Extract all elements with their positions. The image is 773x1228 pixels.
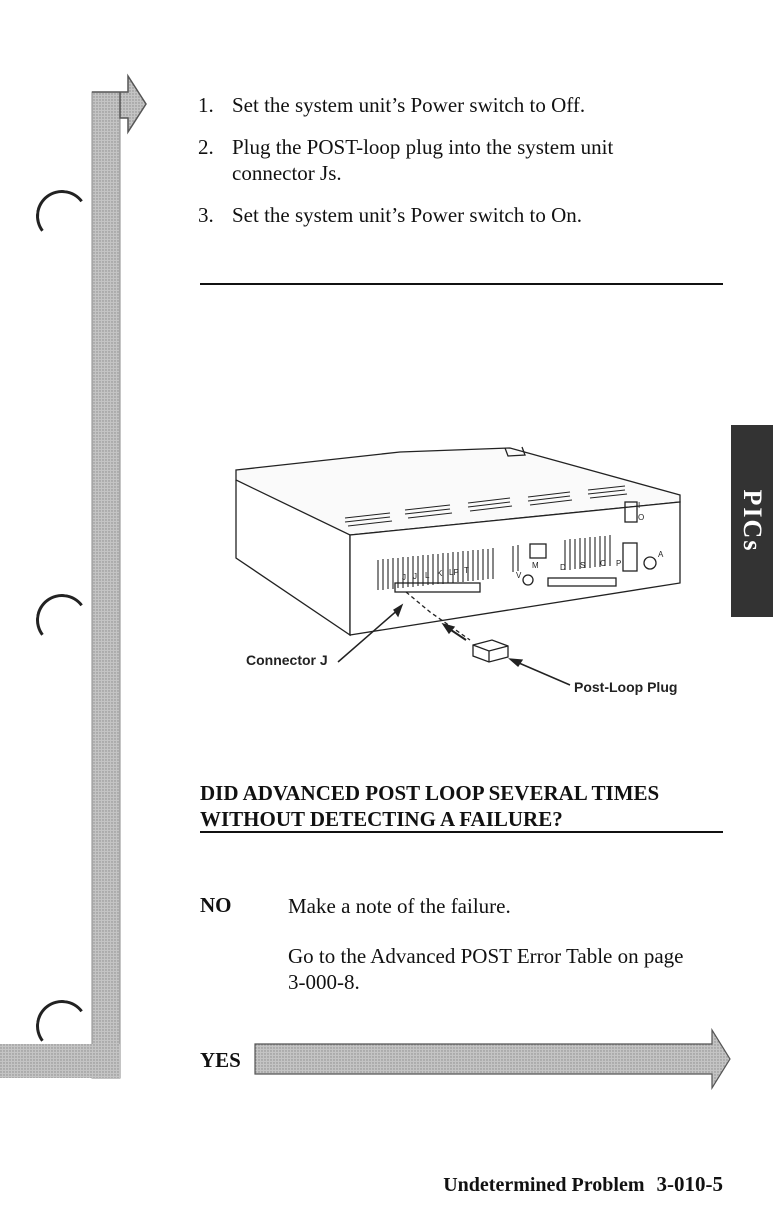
no-instruction-2: Go to the Advanced POST Error Table on page 3-000-8. [288, 944, 684, 994]
step-number: 1. [198, 93, 214, 117]
port-label: C [600, 559, 606, 568]
port-label: T [464, 566, 469, 575]
port-label: D [560, 563, 566, 572]
section-tab-label: PICs [738, 489, 767, 553]
port-label: O [638, 513, 645, 522]
step-item [198, 92, 718, 118]
footer-title: Undetermined Problem [443, 1174, 645, 1196]
step-text: Plug the POST-loop plug into the system unit connector Js. [232, 135, 614, 185]
decision-question: DID ADVANCED POST LOOP SEVERAL TIMES WITHOUT DETECTING A FAILURE? [200, 781, 660, 831]
section-divider [200, 283, 723, 285]
step-text: Set the system unit’s Power switch to On. [232, 203, 582, 227]
question-underline [200, 831, 723, 833]
page-footer [443, 1172, 723, 1197]
step-item [198, 134, 718, 186]
step-number: 2. [198, 135, 214, 159]
flow-yes-arrow [255, 1030, 730, 1088]
procedure-steps [198, 92, 718, 244]
port-label: A [658, 550, 664, 559]
port-label: K [437, 569, 443, 578]
step-text: Set the system unit’s Power switch to Off. [232, 93, 586, 117]
port-label: M [532, 561, 539, 570]
no-instruction-1: Make a note of the failure. [288, 894, 511, 918]
port-label: J [402, 573, 406, 582]
port-label: L [425, 571, 430, 580]
yes-label: YES [200, 1048, 241, 1072]
port-label: I [638, 501, 641, 510]
no-label: NO [200, 893, 232, 917]
page-number: 3-010-5 [656, 1172, 723, 1196]
callout-post-loop-plug: Post-Loop Plug [574, 679, 678, 695]
port-label: V [516, 571, 522, 580]
port-label: J [413, 572, 417, 581]
step-item [198, 202, 718, 228]
port-label: LP [449, 568, 459, 577]
callout-connector-j: Connector J [246, 652, 328, 668]
port-label: P [616, 559, 622, 568]
flow-vertical-bar [92, 92, 120, 1078]
step-number: 3. [198, 203, 214, 227]
section-tab [731, 425, 773, 617]
port-label: S [580, 561, 586, 570]
callout-line-plug [512, 660, 570, 685]
